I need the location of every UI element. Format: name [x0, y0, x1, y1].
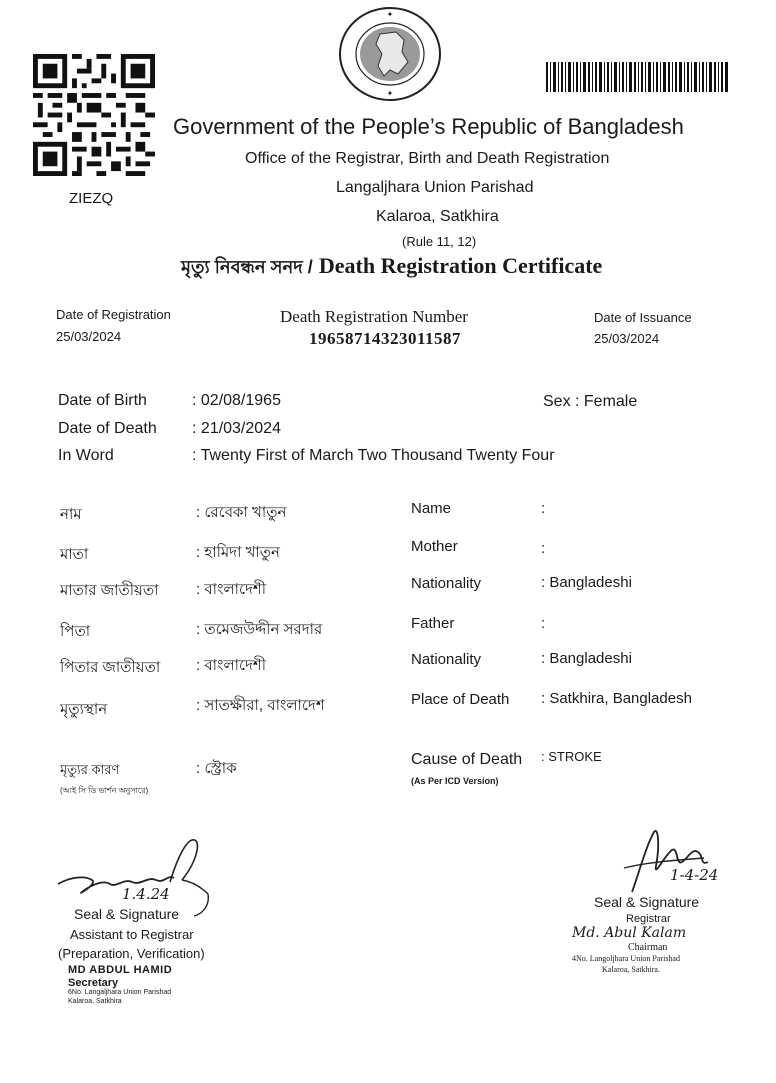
father-en-value: :: [541, 615, 546, 632]
dob-label: Date of Birth: [58, 392, 147, 409]
certificate-title: [181, 253, 602, 284]
date-of-registration-label: Date of Registration: [56, 307, 171, 322]
cause-of-death-bn-label: মৃত্যুর কারণ: [60, 762, 120, 777]
dod-value: : 21/03/2024: [192, 420, 281, 437]
union-name: Langaljhara Union Parishad: [336, 179, 534, 196]
assistant-role-detail: (Preparation, Verification): [58, 946, 205, 961]
cause-of-death-en-label: Cause of Death: [411, 751, 523, 768]
sex-value: Sex : Female: [543, 393, 638, 410]
date-of-issuance-value: 25/03/2024: [594, 331, 660, 346]
dob-value: : 02/08/1965: [192, 392, 281, 409]
svg-text:✦: ✦: [386, 10, 394, 19]
assistant-stamp-title: Secretary: [68, 977, 119, 989]
registrar-stamp-line2: Kalaroa, Satkhira.: [602, 965, 660, 974]
inword-label: In Word: [58, 447, 114, 464]
name-en-label: Name: [411, 500, 452, 517]
svg-text:✦: ✦: [386, 89, 394, 98]
cause-of-death-en-note: (As Per ICD Version): [411, 776, 499, 786]
registration-number: 19658714323011587: [309, 329, 462, 348]
registrar-seal-label: Seal & Signature: [594, 894, 700, 910]
father-nationality-en-label: Nationality: [411, 651, 482, 668]
name-bn-value: : রেবেকা খাতুন: [196, 504, 287, 521]
mother-nationality-bn-value: : বাংলাদেশী: [196, 581, 267, 598]
assistant-stamp-line1: 6No. Langaljhara Union Parishad: [68, 989, 172, 996]
date-of-issuance-label: Date of Issuance: [594, 310, 692, 325]
assistant-stamp-name: MD ABDUL HAMID: [68, 964, 173, 976]
mother-bn-label: মাতা: [60, 546, 89, 563]
registrar-handwritten-date: 1-4-24: [670, 866, 719, 884]
cause-of-death-bn-value: : স্ট্রোক: [196, 760, 237, 777]
father-bn-value: : তমেজউদ্দীন সরদার: [196, 621, 323, 638]
mother-en-value: :: [541, 540, 546, 557]
place-of-death-bn-value: : সাতক্ষীরা, বাংলাদেশ: [196, 697, 325, 714]
father-nationality-bn-label: পিতার জাতীয়তা: [60, 659, 161, 676]
name-bn-label: নাম: [60, 506, 82, 523]
father-nationality-bn-value: : বাংলাদেশী: [196, 657, 267, 674]
mother-nationality-en-value: : Bangladeshi: [541, 574, 632, 591]
office-title: Office of the Registrar, Birth and Death Registration: [245, 150, 610, 167]
barcode-icon: [546, 62, 728, 92]
father-nationality-en-value: : Bangladeshi: [541, 650, 632, 667]
date-of-registration-value: 25/03/2024: [56, 329, 122, 344]
inword-value: : Twenty First of March Two Thousand Twenty Four: [192, 447, 555, 464]
assistant-handwritten-date: 1.4.24: [122, 885, 170, 903]
location: Kalaroa, Satkhira: [376, 208, 499, 225]
qr-code-text: ZIEZQ: [69, 190, 114, 207]
registration-number-label: Death Registration Number: [280, 307, 468, 326]
qr-code: [33, 54, 155, 176]
certificate-title-bn: মৃত্যু নিবন্ধন সনদ /: [181, 257, 313, 277]
mother-nationality-bn-label: মাতার জাতীয়তা: [60, 582, 159, 599]
registrar-stamp-title: Chairman: [628, 942, 668, 953]
cause-of-death-bn-note: (আই সি ডি ভার্শন অনুসারে): [60, 786, 149, 795]
government-title: Government of the People’s Republic of Bangladesh: [173, 114, 684, 139]
father-bn-label: পিতা: [60, 623, 91, 640]
government-seal-icon: [336, 4, 444, 104]
registrar-role: Registrar: [626, 913, 671, 925]
name-en-value: :: [541, 500, 546, 517]
cause-of-death-en-value: : STROKE: [541, 749, 602, 764]
mother-bn-value: : হামিদা খাতুন: [196, 544, 280, 561]
registrar-signature-icon: [618, 826, 728, 898]
mother-en-label: Mother: [411, 538, 458, 555]
dod-label: Date of Death: [58, 420, 157, 437]
registrar-stamp-name: Md. Abul Kalam: [572, 925, 687, 941]
registrar-stamp-line1: 4No. Langoljhara Union Parishad: [572, 954, 680, 963]
mother-nationality-en-label: Nationality: [411, 575, 482, 592]
rule-reference: (Rule 11, 12): [402, 234, 477, 249]
assistant-role: Assistant to Registrar: [70, 927, 194, 942]
assistant-stamp-line2: Kalaroa, Satkhira: [68, 998, 122, 1005]
certificate-title-en: Death Registration Certificate: [318, 253, 603, 278]
father-en-label: Father: [411, 615, 455, 632]
assistant-seal-label: Seal & Signature: [74, 906, 180, 922]
place-of-death-en-value: : Satkhira, Bangladesh: [541, 690, 692, 707]
place-of-death-en-label: Place of Death: [411, 691, 510, 708]
place-of-death-bn-label: মৃত্যুস্থান: [60, 701, 108, 718]
